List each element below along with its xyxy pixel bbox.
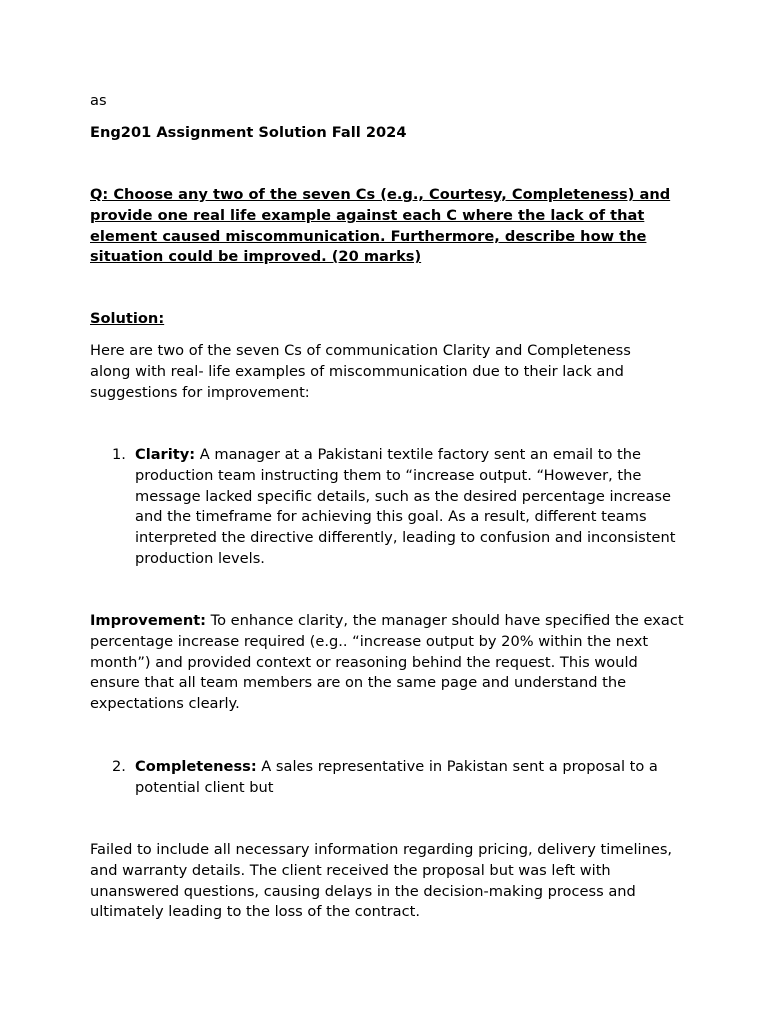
improvement-label: Improvement: xyxy=(90,612,207,629)
list-item-text: A manager at a Pakistani textile factory sent an email to the production team instructing them to “increase output. “However, the message lacked specific details, such as the desired percentage increase and the timeframe for achieving this goal. As a result, different teams interpreted the directive differently, leading to confusion and inconsistent production levels. xyxy=(135,446,676,567)
list-number: 1. xyxy=(112,446,126,463)
improvement-paragraph xyxy=(90,611,688,715)
solution-heading: Solution: xyxy=(90,310,165,327)
intro-paragraph: Here are two of the seven Cs of communication Clarity and Completeness along with real- life examples of miscommunication due to their lack and suggestions for improvement: xyxy=(90,342,631,401)
list-item-body xyxy=(135,445,690,570)
improvement-text: To enhance clarity, the manager should have specified the exact percentage increase required (e.g.. “increase output by 20% within the next month”) and provided context or reasoning behind the request. This would ensure that all team members are on the same page and understand the expectations clearly. xyxy=(90,612,684,713)
list-item-term: Completeness: xyxy=(135,758,257,775)
list-item-text: A sales representative in Pakistan sent a proposal to a potential client but xyxy=(135,758,658,796)
question-text: Q: Choose any two of the seven Cs (e.g., Courtesy, Completeness) and provide one real life example against each C where the lack of that element caused miscommunication. Furthermore, describe how the situation could be improved. (20 marks) xyxy=(90,186,671,266)
list-number: 2. xyxy=(112,758,126,775)
continuation-paragraph: Failed to include all necessary information regarding pricing, delivery timelines, and warranty details. The client received the proposal but was left with unanswered questions, causing delays in the decision-making process and ultimately leading to the loss of the contract. xyxy=(90,841,673,921)
list-item-term: Clarity: xyxy=(135,446,196,463)
list-item-body xyxy=(135,757,690,799)
document-title: Eng201 Assignment Solution Fall 2024 xyxy=(90,124,407,141)
stray-text: as xyxy=(90,92,107,109)
